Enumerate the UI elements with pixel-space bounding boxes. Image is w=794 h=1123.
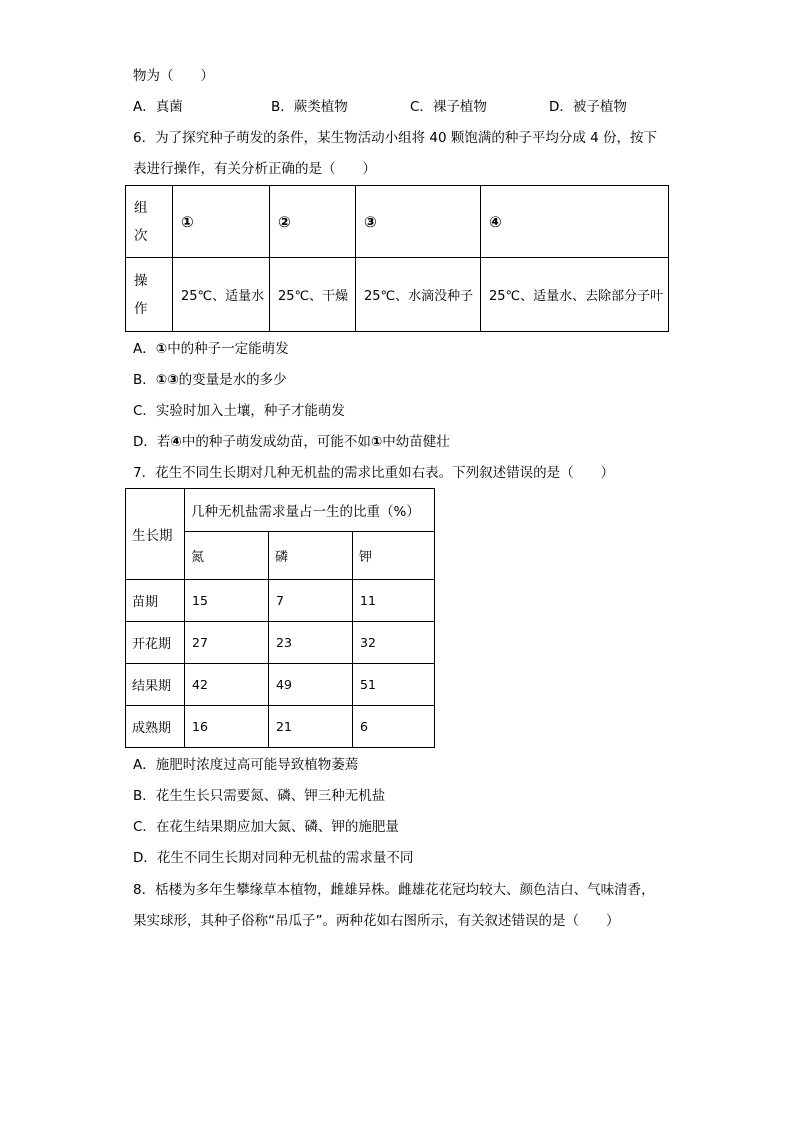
q7-option-a: A．施肥时浓度过高可能导致植物萎蔫 — [133, 757, 359, 773]
row-header-operation: 操 作 — [126, 258, 173, 332]
value-cell: 27 — [185, 622, 269, 664]
value-cell: 51 — [353, 664, 435, 706]
q7-mineral-table — [125, 488, 435, 748]
value-cell: 15 — [185, 580, 269, 622]
row-header-group: 组 次 — [126, 186, 173, 258]
op-4-cell: 25℃、适量水、去除部分子叶 — [481, 258, 669, 332]
table-row — [126, 258, 669, 332]
q6-stem-line1: 6．为了探究种子萌发的条件，某生物活动小组将 40 颗饱满的种子平均分成 4 份，按下 — [133, 130, 658, 146]
value-cell: 7 — [269, 580, 353, 622]
op-3-cell: 25℃、水滴没种子 — [356, 258, 481, 332]
q8-stem-line1: 8．栝楼为多年生攀缘草本植物，雌雄异株。雌雄花花冠均较大、颜色洁白、气味清香， — [133, 882, 655, 898]
stage-cell: 成熟期 — [126, 706, 185, 748]
op-1-cell: 25℃、适量水 — [173, 258, 270, 332]
value-cell: 32 — [353, 622, 435, 664]
table-row — [126, 489, 435, 532]
q5-option-a: A．真菌 — [133, 99, 183, 115]
q6-option-d: D．若④中的种子萌发成幼苗，可能不如①中幼苗健壮 — [133, 434, 450, 450]
stage-cell: 开花期 — [126, 622, 185, 664]
q7-option-c: C．在花生结果期应加大氮、磷、钾的施肥量 — [133, 819, 399, 835]
value-cell: 42 — [185, 664, 269, 706]
group-1-cell: ① — [173, 186, 270, 258]
value-cell: 23 — [269, 622, 353, 664]
group-3-cell: ③ — [356, 186, 481, 258]
col-nitrogen: 氮 — [185, 532, 269, 580]
q6-stem-line2: 表进行操作，有关分析正确的是（ ） — [133, 161, 376, 177]
value-cell: 16 — [185, 706, 269, 748]
q5-option-d: D．被子植物 — [549, 99, 627, 115]
table-row — [126, 622, 435, 664]
col-potassium: 钾 — [353, 532, 435, 580]
q7-stem: 7．花生不同生长期对几种无机盐的需求比重如右表。下列叙述错误的是（ ） — [133, 465, 615, 481]
q5-option-c: C．裸子植物 — [410, 99, 487, 115]
group-2-cell: ② — [270, 186, 356, 258]
stage-cell: 结果期 — [126, 664, 185, 706]
table-row — [126, 186, 669, 258]
value-cell: 6 — [353, 706, 435, 748]
q8-stem-line2: 果实球形，其种子俗称“吊瓜子”。两种花如右图所示，有关叙述错误的是（ ） — [133, 913, 620, 929]
q6-option-c: C．实验时加入土壤，种子才能萌发 — [133, 403, 345, 419]
q6-option-a: A．①中的种子一定能萌发 — [133, 341, 289, 357]
value-cell: 49 — [269, 664, 353, 706]
stage-cell: 苗期 — [126, 580, 185, 622]
value-cell: 21 — [269, 706, 353, 748]
q5-continuation: 物为（ ） — [133, 68, 214, 84]
table-row — [126, 664, 435, 706]
col-phosphorus: 磷 — [269, 532, 353, 580]
q6-experiment-table — [125, 185, 669, 332]
q7-option-b: B．花生生长只需要氮、磷、钾三种无机盐 — [133, 788, 386, 804]
stage-header: 生长期 — [126, 489, 185, 580]
group-header: 几种无机盐需求量占一生的比重（%） — [185, 489, 435, 532]
q5-option-b: B．蕨类植物 — [271, 99, 348, 115]
value-cell: 11 — [353, 580, 435, 622]
table-row — [126, 706, 435, 748]
table-row — [126, 580, 435, 622]
q7-option-d: D．花生不同生长期对同种无机盐的需求量不同 — [133, 850, 414, 866]
q6-option-b: B．①③的变量是水的多少 — [133, 372, 287, 388]
op-2-cell: 25℃、干燥 — [270, 258, 356, 332]
group-4-cell: ④ — [481, 186, 669, 258]
